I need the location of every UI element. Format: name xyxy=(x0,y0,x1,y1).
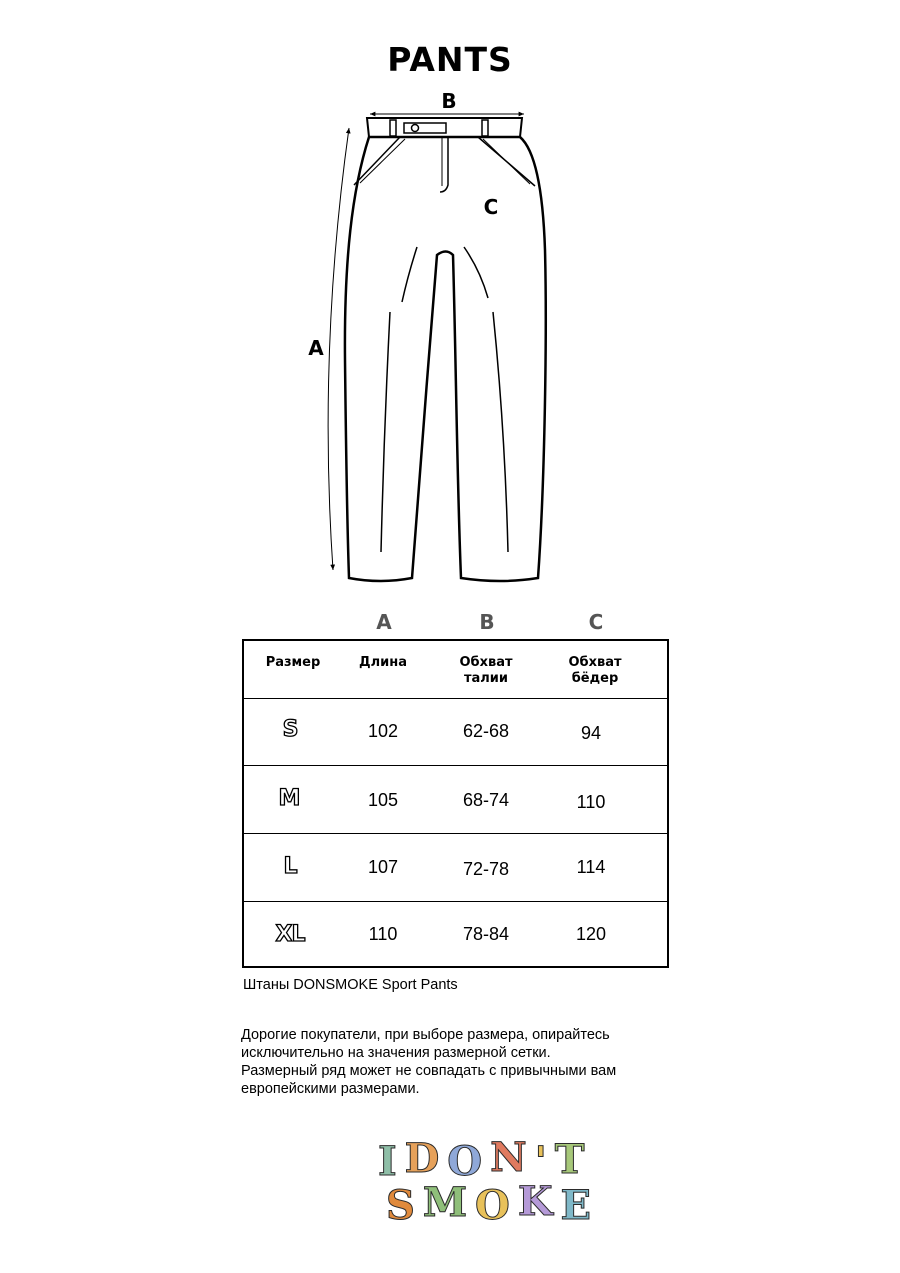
column-letter-a: A xyxy=(376,610,392,634)
logo-letter: E xyxy=(560,1182,589,1229)
logo-letter: O xyxy=(475,1182,507,1229)
logo-letter: I xyxy=(378,1138,394,1185)
header-waist-line1: Обхват xyxy=(459,655,513,670)
page-title: PANTS xyxy=(387,40,513,79)
length-value: 102 xyxy=(367,721,399,741)
header-size: Размер xyxy=(265,655,321,670)
logo-letter: K xyxy=(517,1178,550,1225)
header-hips-line1: Обхват xyxy=(568,655,622,670)
note-line: Дорогие покупатели, при выборе размера, опирайтесь xyxy=(241,1027,610,1043)
length-value: 107 xyxy=(367,857,399,877)
logo-letter: O xyxy=(447,1138,480,1185)
table-row xyxy=(244,833,667,901)
note-line: исключительно на значения размерной сетки. xyxy=(241,1045,551,1061)
column-letter-c: C xyxy=(588,610,604,634)
hips-value: 110 xyxy=(576,792,606,812)
brand-logo xyxy=(376,1134,589,1232)
waist-value: 62-68 xyxy=(462,721,510,741)
sizing-note xyxy=(241,1026,681,1098)
size-label-m: M xyxy=(278,786,300,811)
waist-value: 72-78 xyxy=(462,859,510,879)
logo-letter: D xyxy=(404,1135,437,1182)
waist-value: 78-84 xyxy=(462,924,510,944)
header-hips-line2: бёдер xyxy=(571,671,619,686)
logo-letter: M xyxy=(422,1179,465,1226)
table-header-row xyxy=(244,641,667,699)
waist-value: 68-74 xyxy=(462,790,510,810)
table-row xyxy=(244,698,667,766)
column-letter-b: B xyxy=(479,610,495,634)
size-label-s: S xyxy=(282,717,298,742)
header-waist-line2: талии xyxy=(463,671,509,686)
pants-diagram xyxy=(0,0,900,600)
size-label-xl: XL xyxy=(275,922,305,947)
logo-letter: ' xyxy=(534,1138,544,1185)
note-line: Размерный ряд может не совпадать с привычными вам xyxy=(241,1063,617,1079)
label-c: C xyxy=(483,195,499,219)
logo-line-1 xyxy=(378,1134,582,1185)
size-chart-table xyxy=(242,639,669,968)
header-hips xyxy=(568,655,621,687)
belt-loop-right xyxy=(482,120,488,136)
logo-letter: N xyxy=(490,1134,524,1181)
hips-value: 114 xyxy=(576,857,606,877)
logo-letter: T xyxy=(554,1136,582,1183)
product-caption: Штаны DONSMOKE Sport Pants xyxy=(243,977,458,993)
header-length: Длина xyxy=(359,655,407,670)
table-row xyxy=(244,901,667,968)
button-icon xyxy=(412,125,419,132)
logo-letter: S xyxy=(386,1182,412,1229)
label-b: B xyxy=(441,89,457,113)
size-label-l: L xyxy=(283,854,297,879)
table-row xyxy=(244,765,667,833)
length-value: 110 xyxy=(368,924,398,944)
pants-outline xyxy=(345,137,546,581)
header-waist xyxy=(459,655,512,687)
length-value: 105 xyxy=(367,790,399,810)
waist-tab xyxy=(404,123,446,133)
belt-loop-left xyxy=(390,120,396,136)
hips-value: 120 xyxy=(575,924,607,944)
logo-line-2 xyxy=(386,1178,589,1229)
hips-value: 94 xyxy=(580,723,602,743)
label-a: A xyxy=(308,336,324,360)
note-line: европейскими размерами. xyxy=(241,1081,420,1097)
